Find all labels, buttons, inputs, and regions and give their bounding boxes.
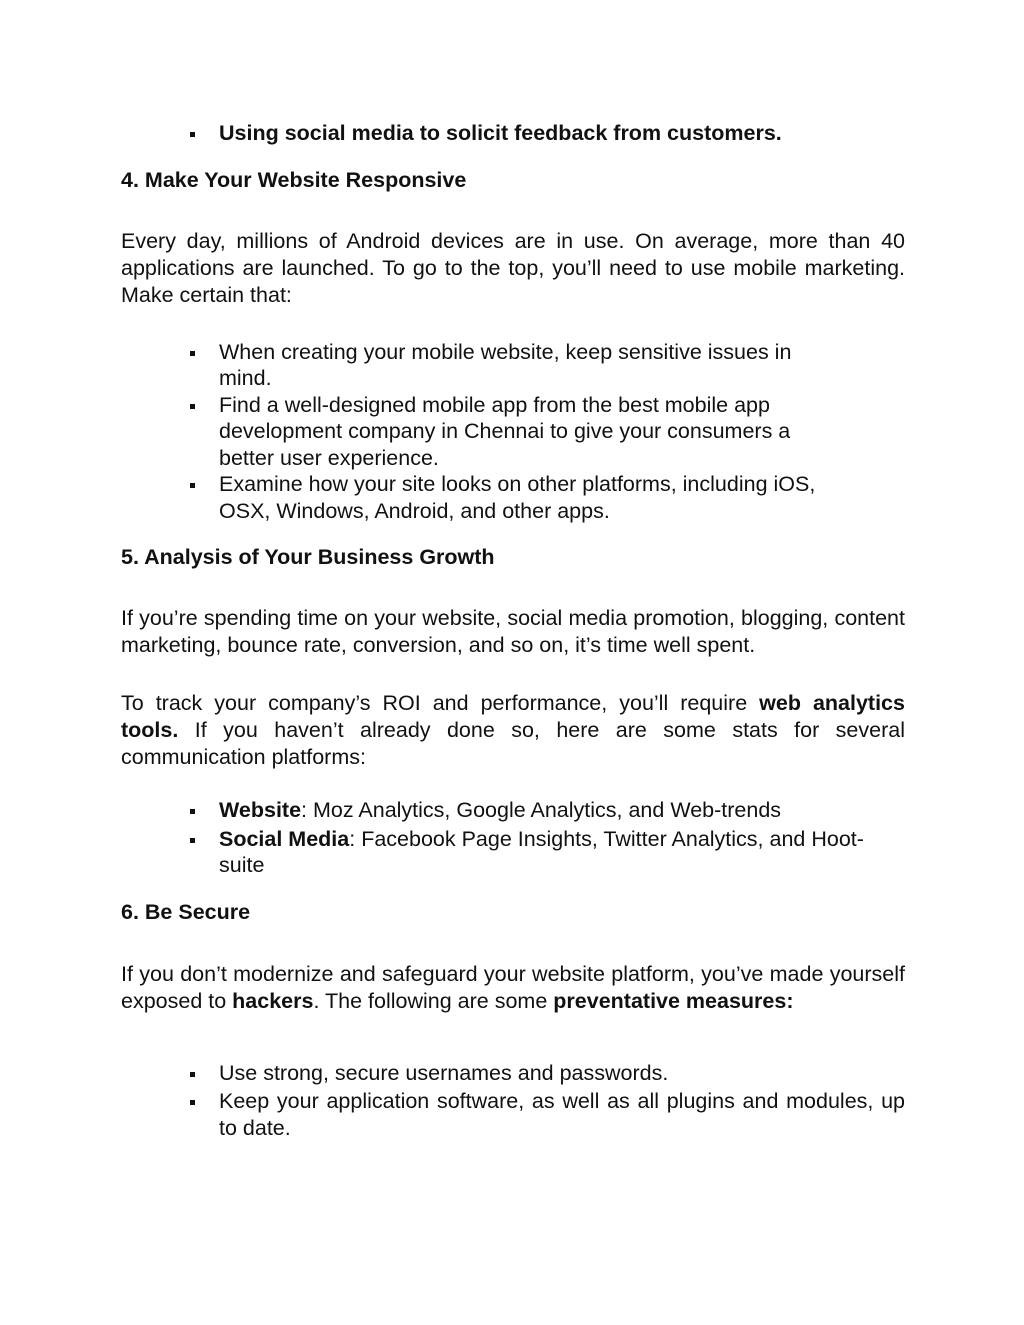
bullet-label: Social Media <box>219 826 350 851</box>
para-bold-text: hackers <box>232 988 314 1013</box>
list-item: Examine how your site looks on other platforms, including iOS, OSX, Windows, Android, and other apps. <box>219 471 847 524</box>
intro-bullet-text: Using social media to solicit feedback from customers. <box>219 121 782 145</box>
document-page <box>121 116 905 1141</box>
list-item: Use strong, secure usernames and passwords. <box>219 1060 905 1087</box>
section-5-heading: 5. Analysis of Your Business Growth <box>121 545 495 569</box>
section-4-heading: 4. Make Your Website Responsive <box>121 167 467 192</box>
section-6-paragraph <box>121 961 905 1015</box>
section-4-paragraph: Every day, millions of Android devices are in use. On average, more than 40 applications are launched. To go to the top, you’ll need to use mobile marketing. Make certain that: <box>121 228 905 307</box>
para-bold-text: web analytics tools. <box>121 691 905 742</box>
list-item <box>219 826 865 879</box>
list-item: Keep your application software, as well as all plugins and modules, up to date. <box>219 1089 905 1140</box>
list-item: When creating your mobile website, keep sensitive issues in mind. <box>219 339 847 392</box>
section-6-bullet-list <box>121 1060 905 1142</box>
para-bold-text: preventative measures: <box>553 988 794 1013</box>
section-4-bullet-list <box>121 339 905 525</box>
para-text: To track your company’s ROI and performance, you’ll require <box>121 691 760 715</box>
para-text: If you haven’t already done so, here are some stats for several communication platforms: <box>121 718 905 769</box>
para-text: If you don’t modernize and safeguard your website platform, you’ve made yourself exposed to <box>121 961 905 1013</box>
intro-bullet-list <box>121 120 905 147</box>
bullet-text: : Moz Analytics, Google Analytics, and Web-trends <box>301 798 782 822</box>
section-5-bullet-list <box>121 797 905 879</box>
list-item: Find a well-designed mobile app from the best mobile app development company in Chennai to give your consumers a better user experience. <box>219 392 847 472</box>
list-item <box>219 120 905 147</box>
para-text: . The following are some <box>313 988 554 1013</box>
section-5-paragraph-2 <box>121 690 905 771</box>
section-5-paragraph-1: If you’re spending time on your website, social media promotion, blogging, content marketing, bounce rate, conversion, and so on, it’s time well spent. <box>121 606 905 657</box>
list-item <box>219 797 865 824</box>
bullet-text: : Facebook Page Insights, Twitter Analytics, and Hoot-suite <box>219 826 864 877</box>
section-6-heading: 6. Be Secure <box>121 899 251 924</box>
bullet-label: Website <box>219 798 302 822</box>
